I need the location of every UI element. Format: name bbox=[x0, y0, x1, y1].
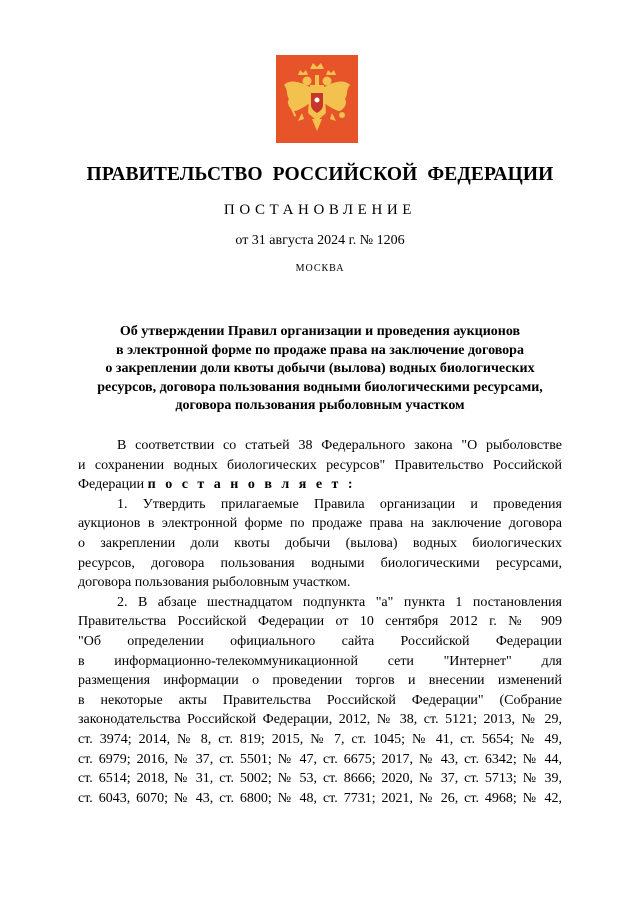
heading-line: в электронной форме по продаже права на заключение договора bbox=[116, 342, 524, 358]
text-fragment: Федерации bbox=[78, 477, 145, 493]
preamble-paragraph bbox=[78, 436, 562, 495]
text-line bbox=[78, 475, 562, 495]
heading-line: ресурсов, договора пользования водными биологическими ресурсами, bbox=[97, 379, 543, 395]
text-line: ресурсов, договора пользования водными биологическими ресурсами, bbox=[78, 555, 562, 571]
text-line: "Об определении официального сайта Российской Федерации bbox=[78, 633, 562, 649]
text-line: ст. 3974; 2014, № 8, ст. 819; 2015, № 7, ст. 1045; № 41, ст. 5654; № 49, bbox=[78, 731, 562, 747]
text-line: Правительства Российской Федерации от 10 сентября 2012 г. № 909 bbox=[78, 614, 562, 630]
text-line: законодательства Российской Федерации, 2012, № 38, ст. 5121; 2013, № 29, bbox=[78, 712, 562, 728]
text-line: 2. В абзаце шестнадцатом подпункта "а" пункта 1 постановления bbox=[117, 594, 562, 610]
heading-line: договора пользования рыболовным участком bbox=[175, 398, 465, 413]
decree-word: п о с т а н о в л я е т : bbox=[147, 477, 356, 493]
text-line: в информационно-телекоммуникационной сети "Интернет" для bbox=[78, 653, 562, 669]
document-heading bbox=[75, 323, 565, 416]
heading-line: Об утверждении Правил организации и проведения аукционов bbox=[119, 324, 521, 339]
text-line: договора пользования рыболовным участком. bbox=[78, 575, 351, 591]
government-title: ПРАВИТЕЛЬСТВО РОССИЙСКОЙ ФЕДЕРАЦИИ bbox=[86, 164, 554, 185]
text-line: о закреплении доли квоты добычи (вылова) водных биологических bbox=[78, 535, 562, 551]
text-line: и сохранении водных биологических ресурсов" Правительство Российской bbox=[78, 457, 562, 473]
document-city: МОСКВА bbox=[295, 263, 345, 274]
document-body bbox=[78, 436, 562, 808]
text-line: ст. 6514; 2018, № 31, ст. 5002; № 53, ст. 8666; 2020, № 37, ст. 5713; № 39, bbox=[78, 771, 562, 787]
text-line: ст. 6979; 2016, № 37, ст. 5501; № 47, ст. 6675; 2017, № 43, ст. 6342; № 44, bbox=[78, 751, 562, 767]
item-1-paragraph bbox=[78, 495, 562, 593]
text-line: В соответствии со статьей 38 Федерального закона "О рыболовстве bbox=[117, 438, 562, 453]
item-2-paragraph bbox=[78, 593, 562, 809]
text-line: 1. Утвердить прилагаемые Правила организации и проведения bbox=[117, 496, 562, 512]
text-line: ст. 6043, 6070; № 43, ст. 6800; № 48, ст. 7731; 2021, № 26, ст. 4968; № 42, bbox=[78, 790, 562, 806]
heading-line: о закреплении доли квоты добычи (вылова) водных биологических bbox=[105, 361, 535, 376]
russian-coat-of-arms-icon bbox=[276, 55, 358, 143]
text-line: в некоторые акты Правительства Российской Федерации" (Собрание bbox=[78, 692, 562, 708]
text-line: аукционов в электронной форме по продаже права на заключение договора bbox=[78, 516, 562, 532]
text-line: размещения информации о проведении торгов и внесении изменений bbox=[78, 673, 562, 689]
document-date-number: от 31 августа 2024 г. № 1206 bbox=[235, 233, 405, 248]
document-kind: ПОСТАНОВЛЕНИЕ bbox=[223, 202, 417, 218]
